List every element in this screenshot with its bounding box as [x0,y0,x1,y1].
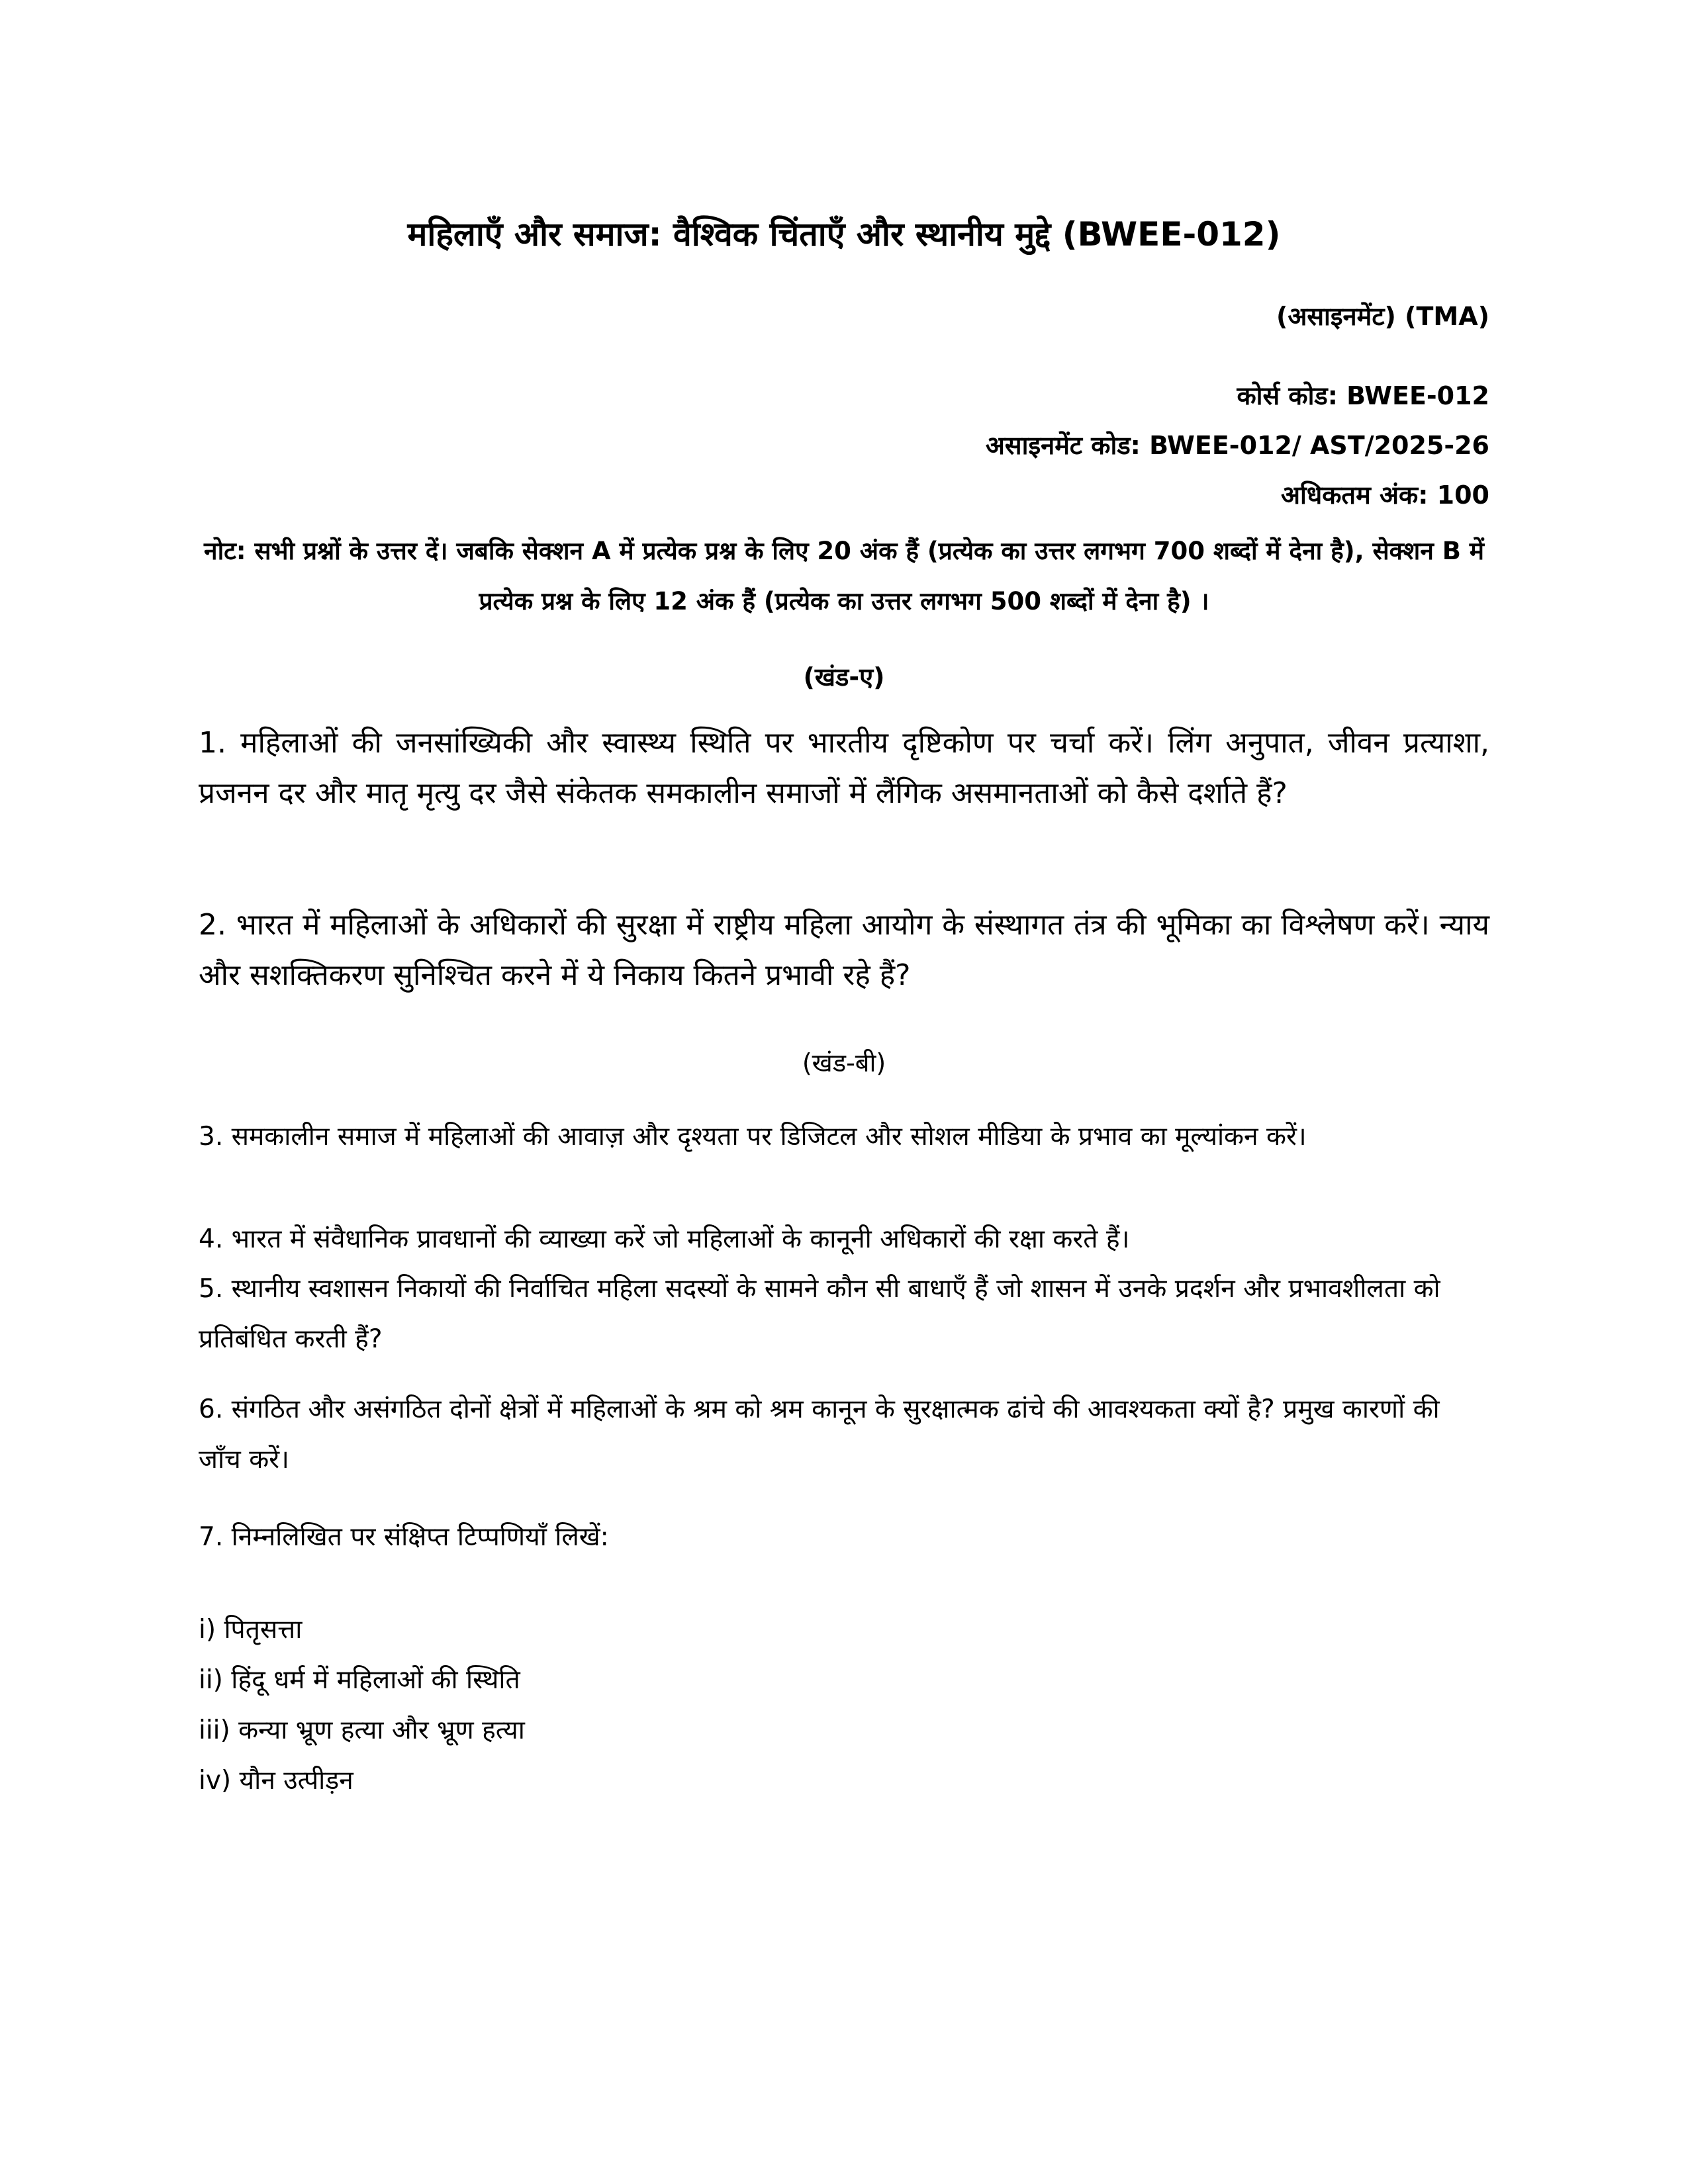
assignment-code: असाइनमेंट कोड: BWEE-012/ AST/2025-26 [985,431,1489,460]
question-3: 3. समकालीन समाज में महिलाओं की आवाज़ और दृश्यता पर डिजिटल और सोशल मीडिया के प्रभाव का मूल्यांकन करें। [199,1122,1307,1152]
instructions-note: नोट: सभी प्रश्नों के उत्तर दें। जबकि सेक्शन A में प्रत्येक प्रश्न के लिए 20 अंक हैं (प्रत्येक का उत्तर लगभग 700 शब्दों में देना है), सेक्शन B में प्रत्येक प्रश्न के लिए 12 अंक हैं (प्रत्येक का उत्तर लगभग 500 शब्दों में देना है) । [204,537,1484,615]
list-item: iv) यौन उत्पीड़न [199,1766,353,1796]
question-4: 4. भारत में संवैधानिक प्रावधानों की व्याख्या करें जो महिलाओं के कानूनी अधिकारों की रक्षा करते हैं। [199,1224,1130,1254]
question-5: 5. स्थानीय स्वशासन निकायों की निर्वाचित महिला सदस्यों के सामने कौन सी बाधाएँ हैं जो शासन में उनके प्रदर्शन और प्रभावशीलता को प्रतिबंधित करती हैं? [199,1274,1440,1354]
list-item: i) पितृसत्ता [199,1615,303,1645]
section-b-heading: (खंड-बी) [802,1048,886,1077]
list-item: iii) कन्या भ्रूण हत्या और भ्रूण हत्या [199,1715,525,1745]
question-1: 1. महिलाओं की जनसांख्यिकी और स्वास्थ्य स्थिति पर भारतीय दृष्टिकोण पर चर्चा करें। लिंग अनुपात, जीवन प्रत्याशा, प्रजनन दर और मातृ मृत्यु दर जैसे संकेतक समकालीन समाजों में लैंगिक असमानताओं को कैसे दर्शाते हैं? [199,726,1489,810]
assignment-label: (असाइनमेंट) (TMA) [1276,302,1489,331]
question-7-sub-list [199,1605,1192,1806]
section-a-heading: (खंड-ए) [803,662,885,692]
list-item: ii) हिंदू धर्म में महिलाओं की स्थिति [199,1665,520,1695]
question-2: 2. भारत में महिलाओं के अधिकारों की सुरक्षा में राष्ट्रीय महिला आयोग के संस्थागत तंत्र की भूमिका का विश्लेषण करें। न्याय और सशक्तिकरण सुनिश्चित करने में ये निकाय कितने प्रभावी रहे हैं? [199,908,1489,992]
question-7: 7. निम्नलिखित पर संक्षिप्त टिप्पणियाँ लिखें: [199,1522,609,1552]
max-marks: अधिकतम अंक: 100 [1280,480,1489,510]
course-code: कोर्स कोड: BWEE-012 [1237,381,1489,410]
document-title: महिलाएँ और समाज: वैश्विक चिंताएँ और स्थानीय मुद्दे (BWEE-012) [407,215,1281,253]
question-6: 6. संगठित और असंगठित दोनों क्षेत्रों में महिलाओं के श्रम को श्रम कानून के सुरक्षात्मक ढांचे की आवश्यकता क्यों है? प्रमुख कारणों की जाँच करें। [199,1394,1440,1475]
